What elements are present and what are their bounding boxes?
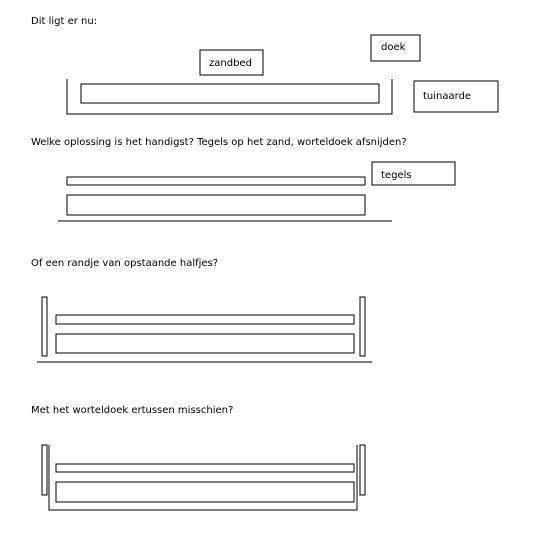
zandbed-layer-2 xyxy=(67,195,365,215)
tegels-layer-2 xyxy=(67,177,365,185)
tegels-label xyxy=(372,162,455,185)
tegels-layer-3 xyxy=(56,315,354,324)
zandbed-layer-1 xyxy=(81,84,379,103)
svg-text:doek: doek xyxy=(381,42,406,53)
zandbed-layer-3 xyxy=(56,334,354,353)
tuinaarde-label xyxy=(414,81,498,112)
svg-text:tegels: tegels xyxy=(381,170,412,181)
svg-text:tuinaarde: tuinaarde xyxy=(423,91,472,102)
caption-option-tiles: Welke oplossing is het handigst? Tegels op het zand, worteldoek afsnijden? xyxy=(31,137,407,148)
tegels-layer-4 xyxy=(56,464,354,472)
caption-option-cloth: Met het worteldoek ertussen misschien? xyxy=(31,405,234,416)
caption-current: Dit ligt er nu: xyxy=(31,16,98,27)
caption-option-border: Of een randje van opstaande halfjes? xyxy=(31,258,219,269)
upright-right-4 xyxy=(360,445,365,495)
zandbed-layer-4 xyxy=(56,482,354,502)
svg-text:zandbed: zandbed xyxy=(209,58,252,69)
upright-left-3 xyxy=(42,297,47,356)
zandbed-label xyxy=(200,50,263,75)
doek-label xyxy=(371,35,420,61)
upright-left-4 xyxy=(42,445,47,495)
upright-right-3 xyxy=(360,297,365,356)
